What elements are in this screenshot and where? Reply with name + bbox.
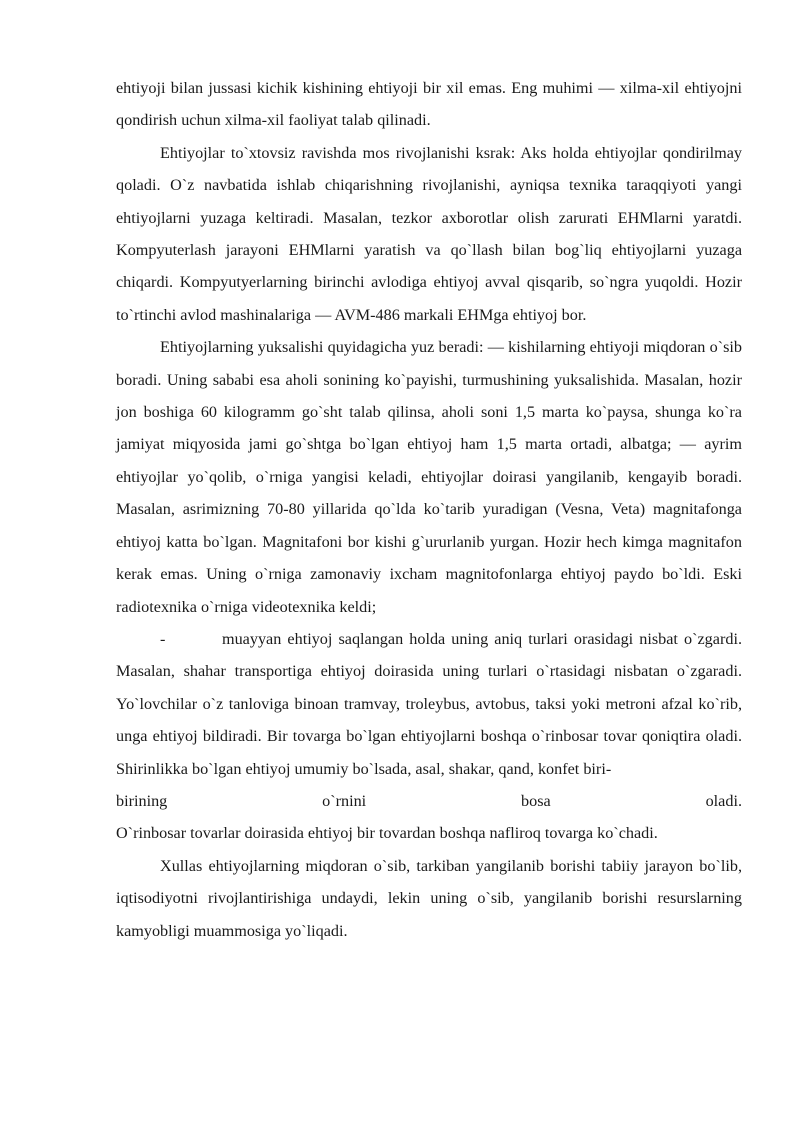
paragraph-4 bbox=[116, 623, 742, 850]
paragraph-2: Ehtiyojlar to`xtovsiz ravishda mos rivojlanishi ksrak: Aks holda ehtiyojlar qondirilmay qoladi. O`z navbatida ishlab chiqarishning rivojlanishi, ayniqsa texnika taraqqiyoti yangi ehtiyojlarni yuzaga keltiradi. Masalan, tezkor axborotlar olish zarurati EHMlarni yaratdi. Kompyuterlash jarayoni EHMlarni yaratish va qo`llash bilan bog`liq ehtiyojlarni yuzaga chiqardi. Kompyutyerlarning birinchi avlodiga ehtiyoj avval qisqarib, so`ngra yuqoldi. Hozir to`rtinchi avlod mashinalariga — AVM-486 markali EHMga ehtiyoj bor. bbox=[116, 143, 742, 324]
paragraph-4-spread-line: birining o`rnini bosa oladi. bbox=[116, 791, 742, 810]
paragraph-4-body: muayyan ehtiyoj saqlangan holda uning aniq turlari orasidagi nisbat o`zgardi. Masalan, shahar transportiga ehtiyoj doirasida uning turlari o`rtasidagi nisbatan o`zgaradi. Yo`lovchilar o`z tanloviga binoan tramvay, troleybus, avtobus, taksi yoki metroni afzal ko`rib, unga ehtiyoj bildiradi. Bir tovarga bo`lgan ehtiyojlarni boshqa o`rinbosar tovar qoniqtira oladi. Shirinlikka bo`lgan ehtiyoj umumiy bo`lsada, asal, shakar, qand, konfet biri- bbox=[116, 629, 742, 778]
list-dash: - bbox=[160, 629, 166, 648]
document-page bbox=[116, 72, 742, 947]
paragraph-3: Ehtiyojlarning yuksalishi quyidagicha yuz beradi: — kishilarning ehtiyoji miqdoran o`sib boradi. Uning sababi esa aholi sonining ko`payishi, turmushining yuksalishida. Masalan, hozir jon boshiga 60 kilogramm go`sht talab qilinsa, aholi soni 1,5 marta ko`paysa, shunga ko`ra jamiyat miqyosida jami go`shtga bo`lgan ehtiyoj ham 1,5 marta ortadi, albatga; — ayrim ehtiyojlar yo`qolib, o`rniga yangisi keladi, ehtiyojlar doirasi yangilanib, kengayib boradi. Masalan, asrimizning 70-80 yillarida qo`lda ko`tarib yuradigan (Vesna, Veta) magnitafonga ehtiyoj katta bo`lgan. Magnitafoni bor kishi g`ururlanib yurgan. Hozir hech kimga magnitafon kerak emas. Uning o`rniga zamonaviy ixcham magnitofonlarga ehtiyoj paydo bo`ldi. Eski radiotexnika o`rniga videotexnika keldi; bbox=[116, 338, 742, 616]
paragraph-1: ehtiyoji bilan jussasi kichik kishining ehtiyoji bir xil emas. Eng muhimi — xilma-xil ehtiyojni qondirish uchun xilma-xil faoliyat talab qilinadi. bbox=[116, 79, 742, 130]
paragraph-5: Xullas ehtiyojlarning miqdoran o`sib, tarkiban yangilanib borishi tabiiy jarayon bo`lib, iqtisodiyotni rivojlantirishiga undaydi, lekin uning o`sib, yangilanib borishi resurslarning kamyobligi muammosiga yo`liqadi. bbox=[116, 856, 742, 940]
paragraph-4-tail: O`rinbosar tovarlar doirasida ehtiyoj bir tovardan boshqa nafliroq tovarga ko`chadi. bbox=[116, 824, 658, 843]
